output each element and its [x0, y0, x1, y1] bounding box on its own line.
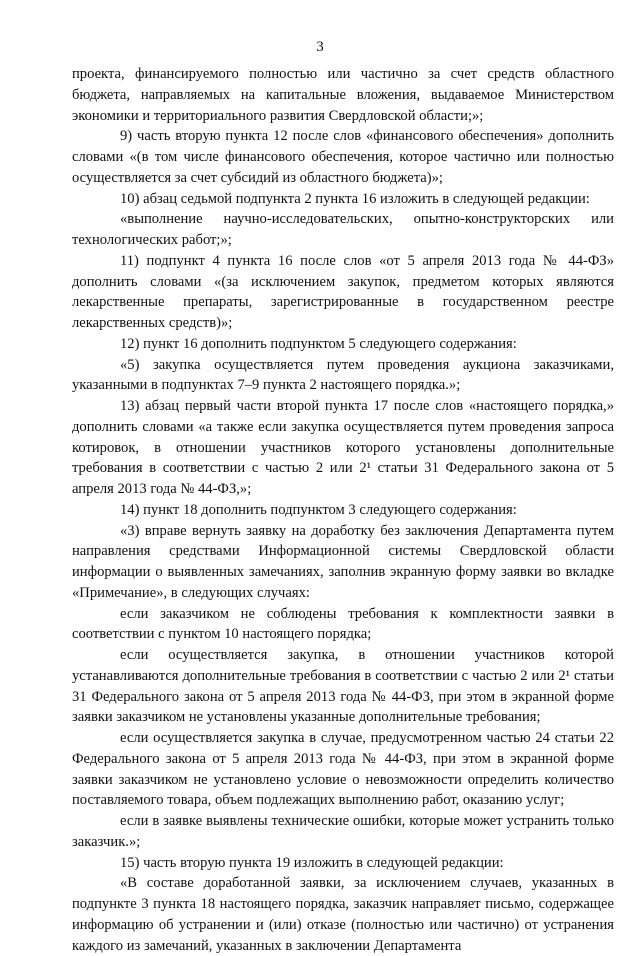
paragraph: проекта, финансируемого полностью или частично за счет средств областного бюджета, направляемых на капитальные вложения, выдаваемое Министерством экономики и территориального развития Свердловской области;»; [72, 66, 614, 124]
paragraph: если осуществляется закупка в случае, предусмотренном частью 24 статьи 22 Федерального закона от 5 апреля 2013 года № 44-ФЗ, при этом в экранной форме заявки заказчиком не установлено условие о невозможности определить количество поставляемого товара, объем подлежащих выполнению работ, оказанию услуг; [72, 730, 614, 809]
document-body [72, 64, 614, 956]
paragraph: «В составе доработанной заявки, за исключением случаев, указанных в подпункте 3 пункта 18 настоящего порядка, заказчик направляет письмо, содержащее информацию об устранении и (или) отказе (полностью или частично) от устранения каждого из замечаний, указанных в заключении Департамента [72, 875, 614, 954]
paragraph: 10) абзац седьмой подпункта 2 пункта 16 изложить в следующей редакции: [120, 190, 590, 207]
paragraph: «5) закупка осуществляется путем проведения аукциона заказчиками, указанными в подпунктах 7–9 пункта 2 настоящего порядка.»; [72, 356, 614, 394]
paragraph: «3) вправе вернуть заявку на доработку без заключения Департамента путем направления средствами Информационной системы Свердловской области информации о выявленных замечаниях, заполнив экранную форму заявки во вкладке «Примечание», в следующих случаях: [72, 522, 614, 601]
paragraph: 9) часть вторую пункта 12 после слов «финансового обеспечения» дополнить словами «(в том числе финансового обеспечения, которое частично или полностью осуществляется за счет субсидий из областного бюджета)»; [72, 128, 614, 186]
paragraph: 15) часть вторую пункта 19 изложить в следующей редакции: [120, 854, 504, 871]
page-number: 3 [316, 39, 324, 55]
paragraph: если осуществляется закупка, в отношении участников которой устанавливаются дополнительные требования в соответствии с частью 2 или 2¹ статьи 31 Федерального закона от 5 апреля 2013 года № 44-ФЗ, при этом в экранной форме заявки заказчиком не установлены указанные дополнительные требования; [72, 647, 614, 726]
paragraph: 11) подпункт 4 пункта 16 после слов «от 5 апреля 2013 года № 44-ФЗ» дополнить словами «(за исключением закупок, предметом которых являются лекарственные препараты, зарегистрированные в государственном реестре лекарственных средств)»; [72, 252, 614, 331]
paragraph: если заказчиком не соблюдены требования к комплектности заявки в соответствии с пунктом 10 настоящего порядка; [72, 605, 614, 643]
paragraph: 14) пункт 18 дополнить подпунктом 3 следующего содержания: [120, 501, 517, 518]
paragraph: «выполнение научно-исследовательских, опытно-конструкторских или технологических работ;»; [72, 211, 614, 248]
paragraph: если в заявке выявлены технические ошибки, которые может устранить только заказчик.»; [72, 813, 614, 850]
paragraph: 13) абзац первый части второй пункта 17 после слов «настоящего порядка,» дополнить словами «а также если закупка осуществляется путем проведения запроса котировок, в отношении участников которого установлены дополнительные требования в соответствии с частью 2 или 2¹ статьи 31 Федерального закона от 5 апреля 2013 года № 44-ФЗ,»; [72, 398, 614, 497]
paragraph: 12) пункт 16 дополнить подпунктом 5 следующего содержания: [120, 335, 517, 352]
